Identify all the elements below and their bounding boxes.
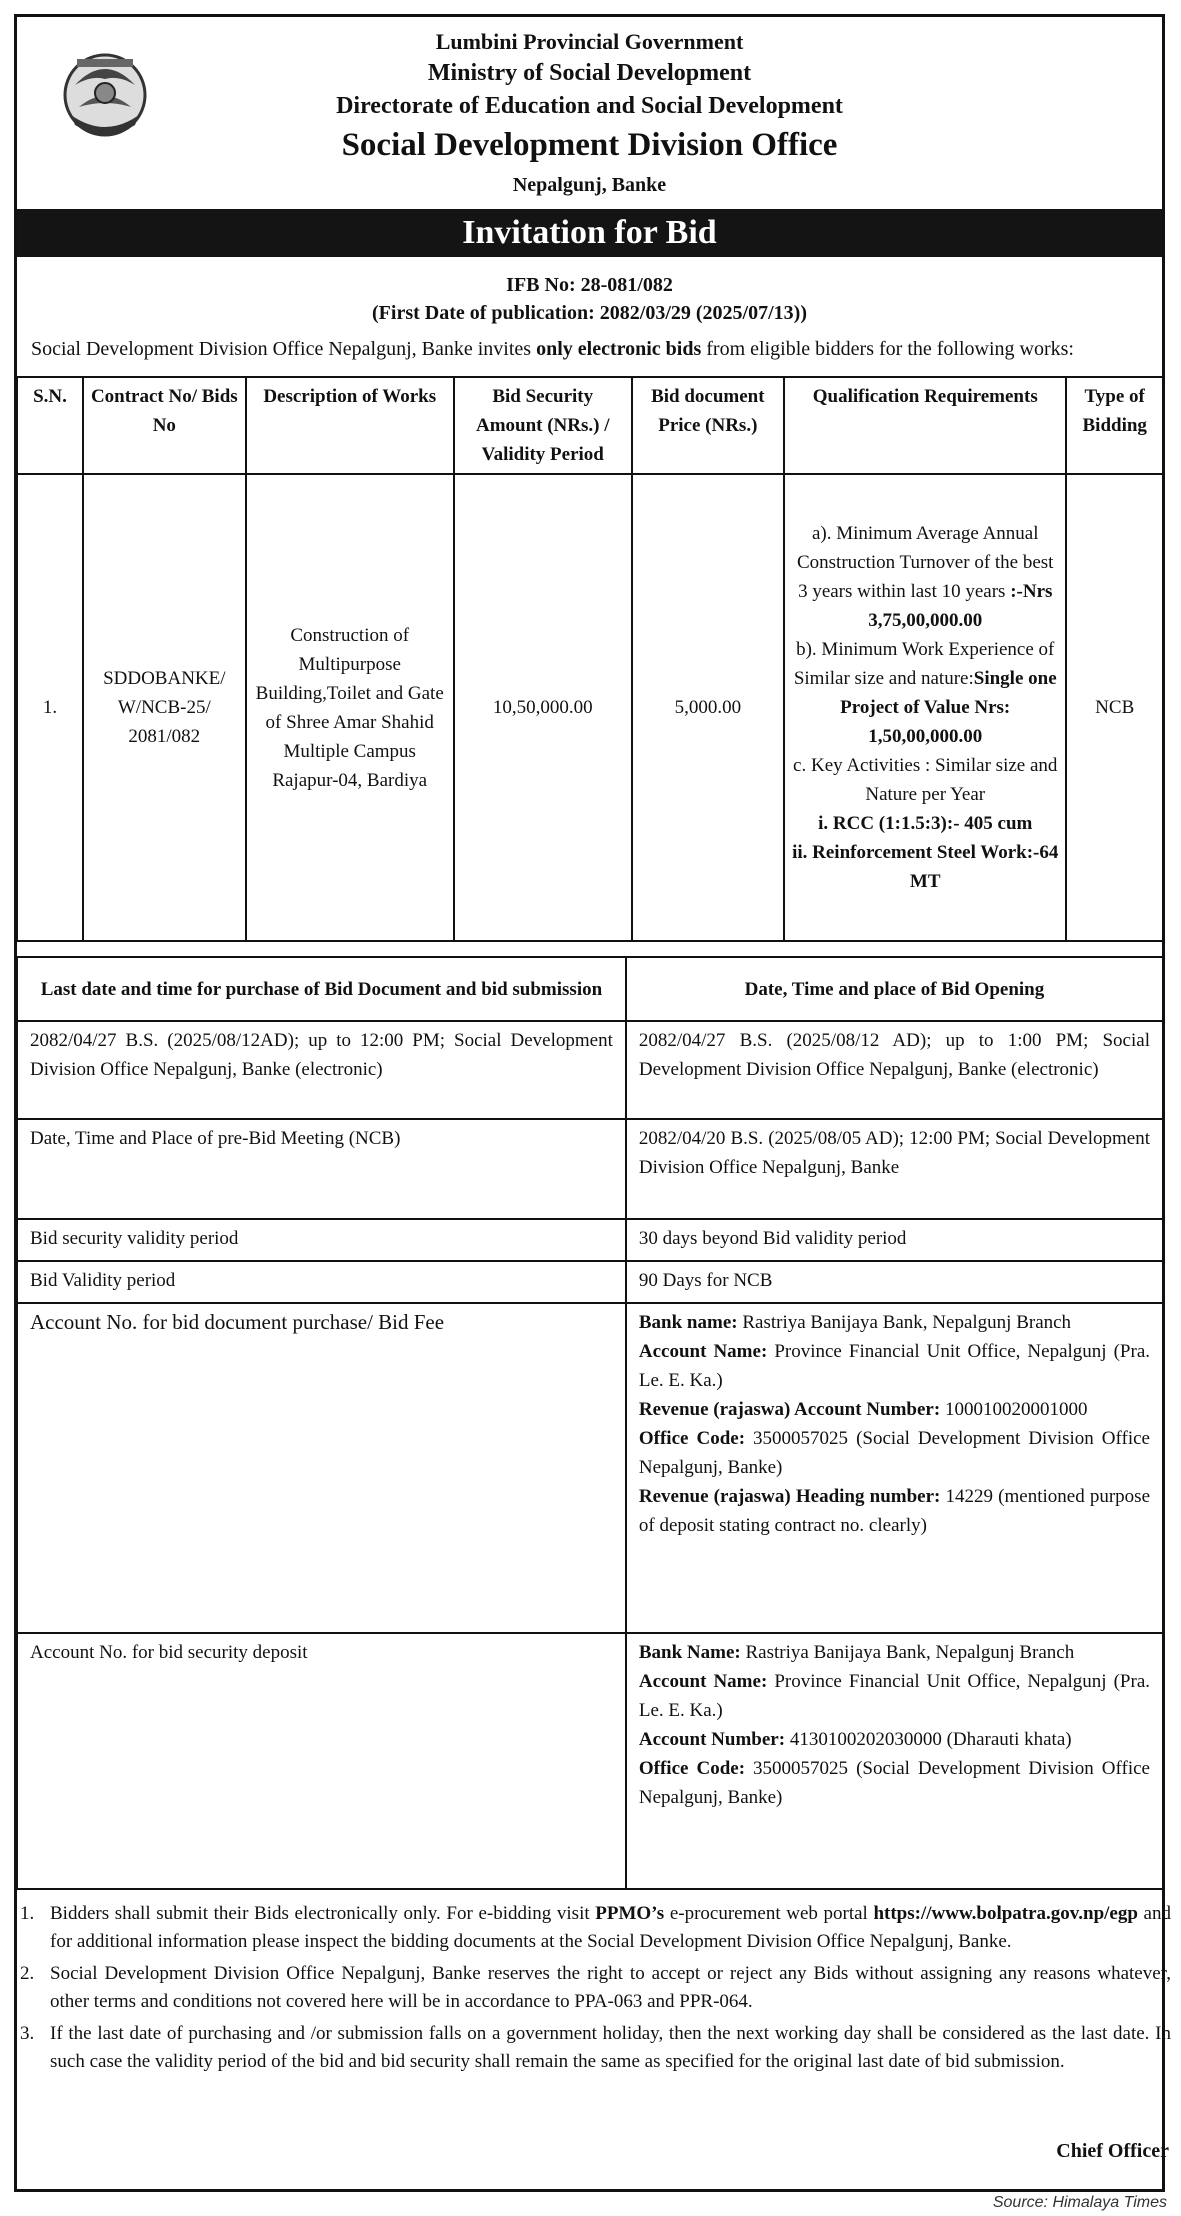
key-activities: c. Key Activities : Similar size and Nature per Year [793,755,1058,805]
table-row [17,474,1163,941]
bid-validity-label: Bid Validity period [17,1261,626,1303]
works-table-header [17,377,1163,474]
note-number: 2. [20,1963,35,1984]
cell-description: Construction of Multipurpose Building,Toilet and Gate of Shree Amar Shahid Multiple Campus Rajapur-04, Bardiya [246,474,454,941]
schedule-header [17,957,1163,1021]
note-3-text: If the last date of purchasing and /or submission falls on a government holiday, then the next working day shall be considered as the last date. In such case the validity period of the bid and bid security shall remain the same as specified for the original last date of bid submission. [50,2023,1171,2072]
note-1-ppmo: PPMO’s [595,1903,665,1924]
prebid-label: Date, Time and Place of pre-Bid Meeting (NCB) [17,1119,626,1219]
opening-schedule: 2082/04/27 B.S. (2025/08/12 AD); up to 1:00 PM; Social Development Division Office Nepalgunj, Banke (electronic) [626,1021,1163,1119]
deposit-account-number-value: 4130100202030000 (Dharauti khata) [785,1729,1072,1750]
fee-account-name-key: Account Name: [638,1341,768,1362]
fee-office-code-value: 3500057025 (Social Development Division Office Nepalgunj, Banke) [638,1428,1150,1478]
header-type: Type of Bidding [1066,377,1163,474]
office-title-block [177,27,1002,203]
header-bid-security: Bid Security Amount (NRs.) / Validity Period [454,377,632,474]
list-item [10,1960,1171,2016]
intro-text-end: from eligible bidders for the following works: [701,338,1074,360]
ifb-number: IFB No: 28-081/082 [506,274,673,296]
cell-type: NCB [1066,474,1163,941]
office-location: Nepalgunj, Banke [512,174,667,196]
turnover-amount: :-Nrs 3,75,00,000.00 [868,581,1053,631]
table-row [17,1303,1163,1633]
header-contract: Contract No/ Bids No [83,377,246,474]
deposit-account-number-key: Account Number: [638,1729,786,1750]
office-heading: Social Development Division Office [341,127,838,163]
table-row [17,1021,1163,1119]
experience-value: Single one Project of Value Nrs: 1,50,00,000.00 [840,668,1057,747]
table-row [17,1261,1163,1303]
intro-paragraph [31,335,1148,363]
schedule-table [16,956,1164,1890]
signature: Chief Officer [1056,2140,1169,2162]
directorate-heading: Directorate of Education and Social Development [336,93,843,119]
deposit-account-label: Account No. for bid security deposit [17,1633,626,1889]
fee-office-code-key: Office Code: [638,1428,746,1449]
cell-qualification [784,474,1066,941]
invitation-banner: Invitation for Bid [17,209,1162,257]
steel-quantity: ii. Reinforcement Steel Work:-64 MT [792,842,1059,892]
provincial-government-heading: Lumbini Provincial Government [435,29,744,54]
nepal-government-emblem-icon [57,45,153,141]
note-2-text: Social Development Division Office Nepalgunj, Banke reserves the right to accept or reject any Bids without assigning any reasons whatever, other terms and conditions not covered here will be in accordance to PPA-063 and PPR-064. [50,1963,1171,2012]
fee-revenue-value: 100010020001000 [940,1399,1088,1420]
note-1-text-a: Bidders shall submit their Bids electronically only. For e-bidding visit [50,1903,596,1924]
header-sn: S.N. [17,377,83,474]
fee-account-details [626,1303,1163,1633]
note-1-text-e: and for additional information please inspect the bidding documents at the Social Development Division Office Nepalgunj, Banke. [50,1903,1171,1952]
header-qualification: Qualification Requirements [784,377,1066,474]
bid-validity-value: 90 Days for NCB [626,1261,1163,1303]
fee-bank-key: Bank name: [638,1312,738,1333]
fee-account-name-value: Province Financial Unit Office, Nepalgunj (Pra. Le. E. Ka.) [638,1341,1151,1391]
deposit-office-code-value: 3500057025 (Social Development Division Office Nepalgunj, Banke) [638,1758,1150,1808]
works-table [16,376,1164,942]
cell-doc-price: 5,000.00 [632,474,784,941]
deposit-office-code-key: Office Code: [638,1758,746,1779]
submission-deadline: 2082/04/27 B.S. (2025/08/12AD); up to 12:00 PM; Social Development Division Office Nepalgunj, Banke (electronic) [17,1021,626,1119]
fee-bank-value: Rastriya Banijaya Bank, Nepalgunj Branch [737,1312,1072,1333]
header-doc-price: Bid document Price (NRs.) [632,377,784,474]
security-validity-label: Bid security validity period [17,1219,626,1261]
ifb-block [17,271,1162,327]
header-description: Description of Works [246,377,454,474]
fee-account-label: Account No. for bid document purchase/ Bid Fee [17,1303,626,1633]
turnover-requirement: a). Minimum Average Annual Construction Turnover of the best 3 years within last 10 years [796,523,1054,602]
source-credit: Source: Himalaya Times [992,2194,1167,2211]
notes-list [10,1900,1171,2080]
intro-text-start: Social Development Division Office Nepalgunj, Banke invites [31,338,537,360]
deposit-bank-value: Rastriya Banijaya Bank, Nepalgunj Branch [740,1642,1075,1663]
opening-header: Date, Time and place of Bid Opening [626,957,1163,1021]
list-item [10,1900,1171,1956]
submission-header: Last date and time for purchase of Bid Document and bid submission [17,957,626,1021]
note-number: 1. [20,1903,35,1924]
deposit-account-name-key: Account Name: [638,1671,768,1692]
notice-header [17,17,1162,209]
deposit-account-name-value: Province Financial Unit Office, Nepalgunj (Pra. Le. E. Ka.) [638,1671,1151,1721]
fee-revenue-key: Revenue (rajaswa) Account Number: [638,1399,941,1420]
table-row [17,1119,1163,1219]
fee-heading-value: 14229 (mentioned purpose of deposit stating contract no. clearly) [638,1486,1150,1536]
list-item [10,2020,1171,2076]
note-1-portal-link[interactable]: https://www.bolpatra.gov.np/egp [873,1903,1138,1924]
cell-sn: 1. [17,474,83,941]
prebid-value: 2082/04/20 B.S. (2025/08/05 AD); 12:00 PM; Social Development Division Office Nepalgunj, Banke [626,1119,1163,1219]
note-number: 3. [20,2023,35,2044]
security-validity-value: 30 days beyond Bid validity period [626,1219,1163,1261]
fee-heading-key: Revenue (rajaswa) Heading number: [638,1486,941,1507]
rcc-quantity: i. RCC (1:1.5:3):- 405 cum [818,813,1033,834]
cell-bid-security: 10,50,000.00 [454,474,632,941]
cell-contract: SDDOBANKE/ W/NCB-25/ 2081/082 [83,474,246,941]
note-1-text-c: e-procurement web portal [664,1903,874,1924]
deposit-account-details [626,1633,1163,1889]
deposit-bank-key: Bank Name: [638,1642,741,1663]
experience-requirement: b). Minimum Work Experience of Similar size and nature: [793,639,1055,689]
table-row [17,1633,1163,1889]
ministry-heading: Ministry of Social Development [427,60,752,86]
table-row [17,1219,1163,1261]
intro-bold: only electronic bids [536,338,702,360]
publication-date: (First Date of publication: 2082/03/29 (2025/07/13)) [372,302,807,324]
